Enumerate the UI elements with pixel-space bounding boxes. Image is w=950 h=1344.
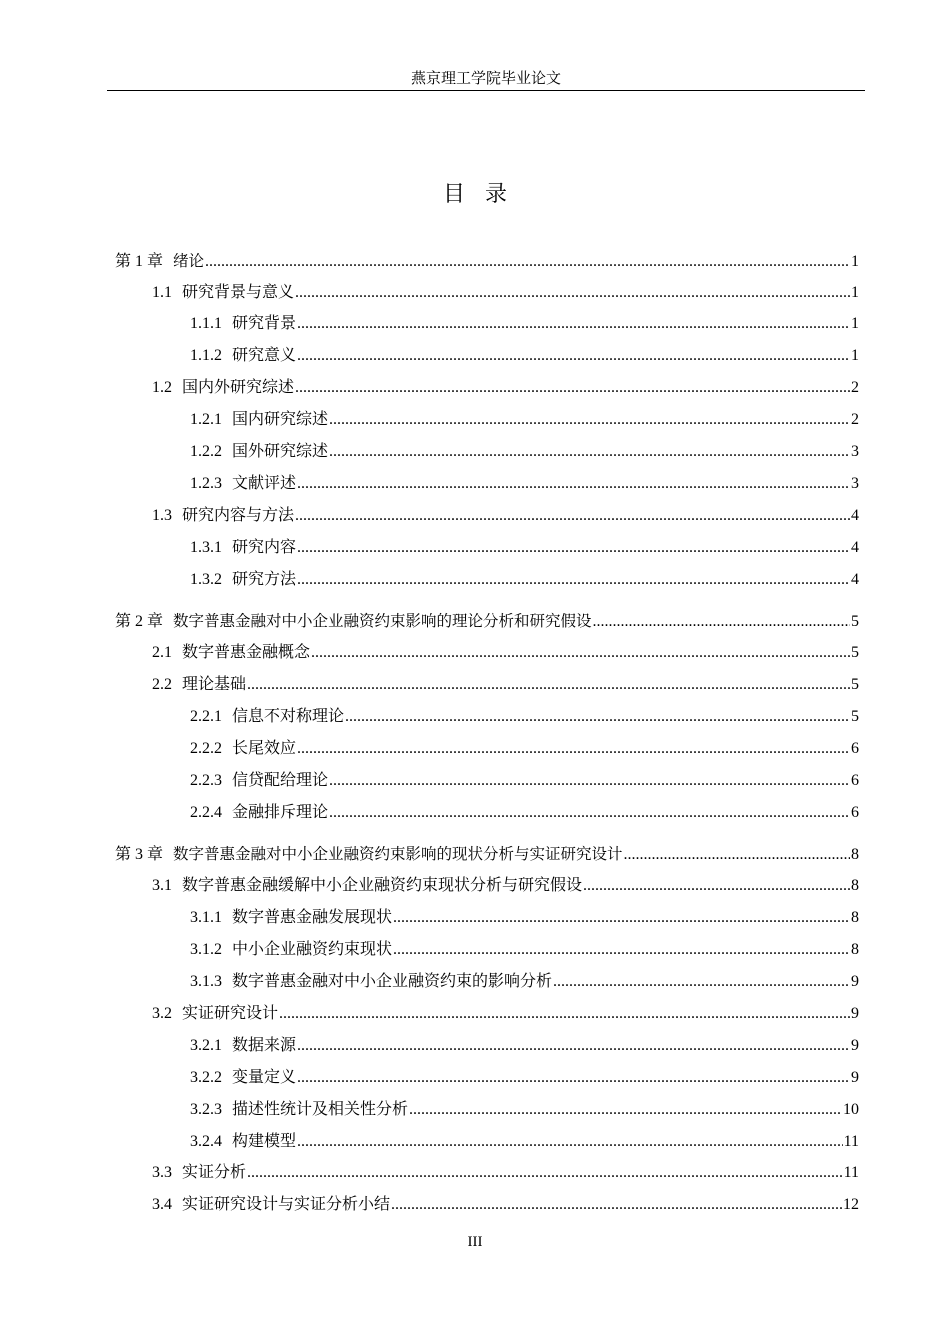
toc-section-entry[interactable]: [152, 673, 859, 697]
toc-entry-number: 1.1.2: [190, 347, 222, 364]
toc-subsection-entry[interactable]: [190, 440, 859, 464]
toc-entry-page: 5: [851, 708, 859, 725]
toc-entry-number: 1.2.3: [190, 475, 222, 492]
toc-entry-title: 数字普惠金融对中小企业融资约束影响的现状分析与实证研究设计: [173, 845, 623, 863]
toc-entry-number: 3.3: [152, 1164, 172, 1181]
toc-entry-title: 实证研究设计与实证分析小结: [182, 1196, 391, 1213]
toc-entry-title: 研究方法: [232, 571, 297, 588]
toc-entry-page: 9: [851, 1037, 859, 1054]
toc-entry-page: 5: [851, 613, 859, 630]
toc-subsection-entry[interactable]: [190, 536, 859, 560]
toc-subsection-entry[interactable]: [190, 801, 859, 825]
toc-entry-page: 5: [851, 676, 859, 693]
toc-entry-title: 研究意义: [232, 347, 297, 364]
toc-entry-title: 长尾效应: [232, 740, 297, 757]
toc-entry-page: 11: [843, 1133, 859, 1150]
toc-entry-page: 3: [851, 475, 859, 492]
toc-entry-number: 2.2: [152, 676, 172, 693]
toc-entry-page: 8: [851, 909, 859, 926]
toc-entry-title: 研究内容与方法: [182, 507, 295, 524]
toc-entry-title: 数据来源: [232, 1037, 297, 1054]
toc-entry-page: 8: [851, 941, 859, 958]
toc-entry-title: 数字普惠金融发展现状: [232, 909, 393, 926]
dot-leader: [297, 1130, 843, 1154]
dot-leader: [393, 906, 850, 930]
running-header: 燕京理工学院毕业论文: [410, 71, 561, 87]
toc-entry-title: 文献评述: [232, 475, 297, 492]
toc-entry-page: 3: [851, 443, 859, 460]
toc-entry-page: 5: [851, 644, 859, 661]
toc-entry-number: 1.3.2: [190, 571, 222, 588]
toc-entry-number: 3.2: [152, 1005, 172, 1022]
toc-entry-page: 4: [851, 571, 859, 588]
toc-subsection-entry[interactable]: [190, 568, 859, 592]
dot-leader: [297, 737, 850, 761]
toc-entry-number: 2.2.2: [190, 740, 222, 757]
toc-entry-number: 2.2.4: [190, 804, 222, 821]
toc-subsection-entry[interactable]: [190, 906, 859, 930]
toc-entry-title: 国内外研究综述: [182, 379, 295, 396]
toc-entry-page: 2: [851, 411, 859, 428]
toc-entry-page: 10: [843, 1101, 859, 1118]
toc-entry-title: 国内研究综述: [232, 411, 329, 428]
toc-subsection-entry[interactable]: [190, 1066, 859, 1090]
toc-entry-title: 数字普惠金融对中小企业融资约束的影响分析: [232, 973, 553, 990]
toc-subsection-entry[interactable]: [190, 1130, 859, 1154]
toc-chapter-entry[interactable]: [115, 249, 859, 273]
dot-leader: [247, 1161, 843, 1185]
dot-leader: [297, 312, 850, 336]
toc-entry-title: 数字普惠金融对中小企业融资约束影响的理论分析和研究假设: [173, 612, 592, 630]
toc-entry-number: 3.1.1: [190, 909, 222, 926]
toc-entry-title: 构建模型: [232, 1133, 297, 1150]
toc-subsection-entry[interactable]: [190, 1098, 859, 1122]
dot-leader: [297, 1034, 850, 1058]
dot-leader: [329, 769, 850, 793]
toc-subsection-entry[interactable]: [190, 769, 859, 793]
toc-entry-number: 3.2.3: [190, 1101, 222, 1118]
toc-entry-number: 3.1: [152, 877, 172, 894]
toc-chapter-entry[interactable]: [115, 609, 859, 633]
page-number: III: [467, 1234, 483, 1250]
toc-entry-page: 6: [851, 772, 859, 789]
toc-subsection-entry[interactable]: [190, 970, 859, 994]
toc-entry-number: 1.1.1: [190, 315, 222, 332]
toc-entry-title: 金融排斥理论: [232, 804, 329, 821]
toc-section-entry[interactable]: [152, 874, 859, 898]
toc-entry-page: 1: [851, 284, 859, 301]
dot-leader: [409, 1098, 842, 1122]
toc-entry-title: 研究内容: [232, 539, 297, 556]
dot-leader: [553, 970, 850, 994]
toc-entry-title: 绪论: [173, 252, 205, 270]
dot-leader: [297, 472, 850, 496]
toc-entry-number: 1.3: [152, 507, 172, 524]
toc-entry-page: 9: [851, 973, 859, 990]
toc-section-entry[interactable]: [152, 1161, 859, 1185]
dot-leader: [329, 801, 850, 825]
dot-leader: [329, 440, 850, 464]
dot-leader: [297, 344, 850, 368]
dot-leader: [297, 568, 850, 592]
toc-entry-page: 2: [851, 379, 859, 396]
dot-leader: [624, 843, 850, 867]
toc-section-entry[interactable]: [152, 376, 859, 400]
toc-entry-title: 中小企业融资约束现状: [232, 941, 393, 958]
toc-entry-number: 3.2.1: [190, 1037, 222, 1054]
toc-entry-title: 研究背景: [232, 315, 297, 332]
toc-entry-title: 信贷配给理论: [232, 772, 329, 789]
toc-entry-title: 信息不对称理论: [232, 708, 345, 725]
toc-entry-page: 4: [851, 539, 859, 556]
toc-entry-title: 数字普惠金融概念: [182, 644, 311, 661]
toc-entry-number: 2.1: [152, 644, 172, 661]
dot-leader: [295, 281, 850, 305]
toc-chapter-entry[interactable]: [115, 842, 859, 866]
toc-entry-title: 研究背景与意义: [182, 284, 295, 301]
toc-subsection-entry[interactable]: [190, 312, 859, 336]
toc-entry-page: 1: [851, 315, 859, 332]
toc-entry-number: 3.2.2: [190, 1069, 222, 1086]
toc-subsection-entry[interactable]: [190, 938, 859, 962]
toc-entry-number: 2.2.3: [190, 772, 222, 789]
dot-leader: [279, 1002, 850, 1026]
dot-leader: [593, 610, 850, 634]
dot-leader: [311, 641, 850, 665]
dot-leader: [393, 938, 850, 962]
toc-subsection-entry[interactable]: [190, 737, 859, 761]
toc-section-entry[interactable]: [152, 281, 859, 305]
toc-entry-page: 4: [851, 507, 859, 524]
page-title: 目录: [442, 182, 527, 207]
dot-leader: [295, 504, 850, 528]
toc-entry-title: 数字普惠金融缓解中小企业融资约束现状分析与研究假设: [182, 877, 583, 894]
toc-entry-number: 3.1.3: [190, 973, 222, 990]
dot-leader: [583, 874, 850, 898]
toc-subsection-entry[interactable]: [190, 705, 859, 729]
toc-entry-page: 6: [851, 804, 859, 821]
toc-entry-number: 第 3 章: [115, 846, 164, 863]
toc-entry-page: 12: [843, 1196, 859, 1213]
dot-leader: [205, 250, 850, 274]
dot-leader: [297, 536, 850, 560]
toc-subsection-entry[interactable]: [190, 344, 859, 368]
toc-entry-number: 1.2.2: [190, 443, 222, 460]
toc-section-entry[interactable]: [152, 641, 859, 665]
toc-entry-number: 3.2.4: [190, 1133, 222, 1150]
toc-entry-number: 1.2.1: [190, 411, 222, 428]
dot-leader: [345, 705, 850, 729]
toc-entry-title: 描述性统计及相关性分析: [232, 1101, 409, 1118]
toc-entry-page: 8: [851, 877, 859, 894]
toc-entry-page: 9: [851, 1069, 859, 1086]
toc-entry-number: 第 1 章: [115, 253, 164, 270]
toc-entry-page: 11: [843, 1164, 859, 1181]
toc-entry-number: 1.1: [152, 284, 172, 301]
toc-entry-page: 1: [851, 253, 859, 270]
toc-entry-page: 9: [851, 1005, 859, 1022]
toc-entry-number: 2.2.1: [190, 708, 222, 725]
dot-leader: [247, 673, 850, 697]
toc-entry-title: 实证分析: [182, 1164, 247, 1181]
toc-subsection-entry[interactable]: [190, 1034, 859, 1058]
toc-entry-page: 1: [851, 347, 859, 364]
toc-entry-page: 6: [851, 740, 859, 757]
toc-entry-number: 3.1.2: [190, 941, 222, 958]
toc-section-entry[interactable]: [152, 504, 859, 528]
toc-section-entry[interactable]: [152, 1002, 859, 1026]
dot-leader: [329, 408, 850, 432]
dot-leader: [391, 1193, 842, 1217]
toc-entry-page: 8: [851, 846, 859, 863]
toc-entry-number: 3.4: [152, 1196, 172, 1213]
dot-leader: [297, 1066, 850, 1090]
toc-entry-title: 理论基础: [182, 676, 247, 693]
toc-entry-number: 1.2: [152, 379, 172, 396]
toc-entry-title: 国外研究综述: [232, 443, 329, 460]
toc-entry-title: 实证研究设计: [182, 1005, 279, 1022]
toc-entry-number: 1.3.1: [190, 539, 222, 556]
toc-section-entry[interactable]: [152, 1193, 859, 1217]
toc-subsection-entry[interactable]: [190, 408, 859, 432]
toc-subsection-entry[interactable]: [190, 472, 859, 496]
toc-entry-title: 变量定义: [232, 1069, 297, 1086]
dot-leader: [295, 376, 850, 400]
toc-entry-number: 第 2 章: [115, 613, 164, 630]
